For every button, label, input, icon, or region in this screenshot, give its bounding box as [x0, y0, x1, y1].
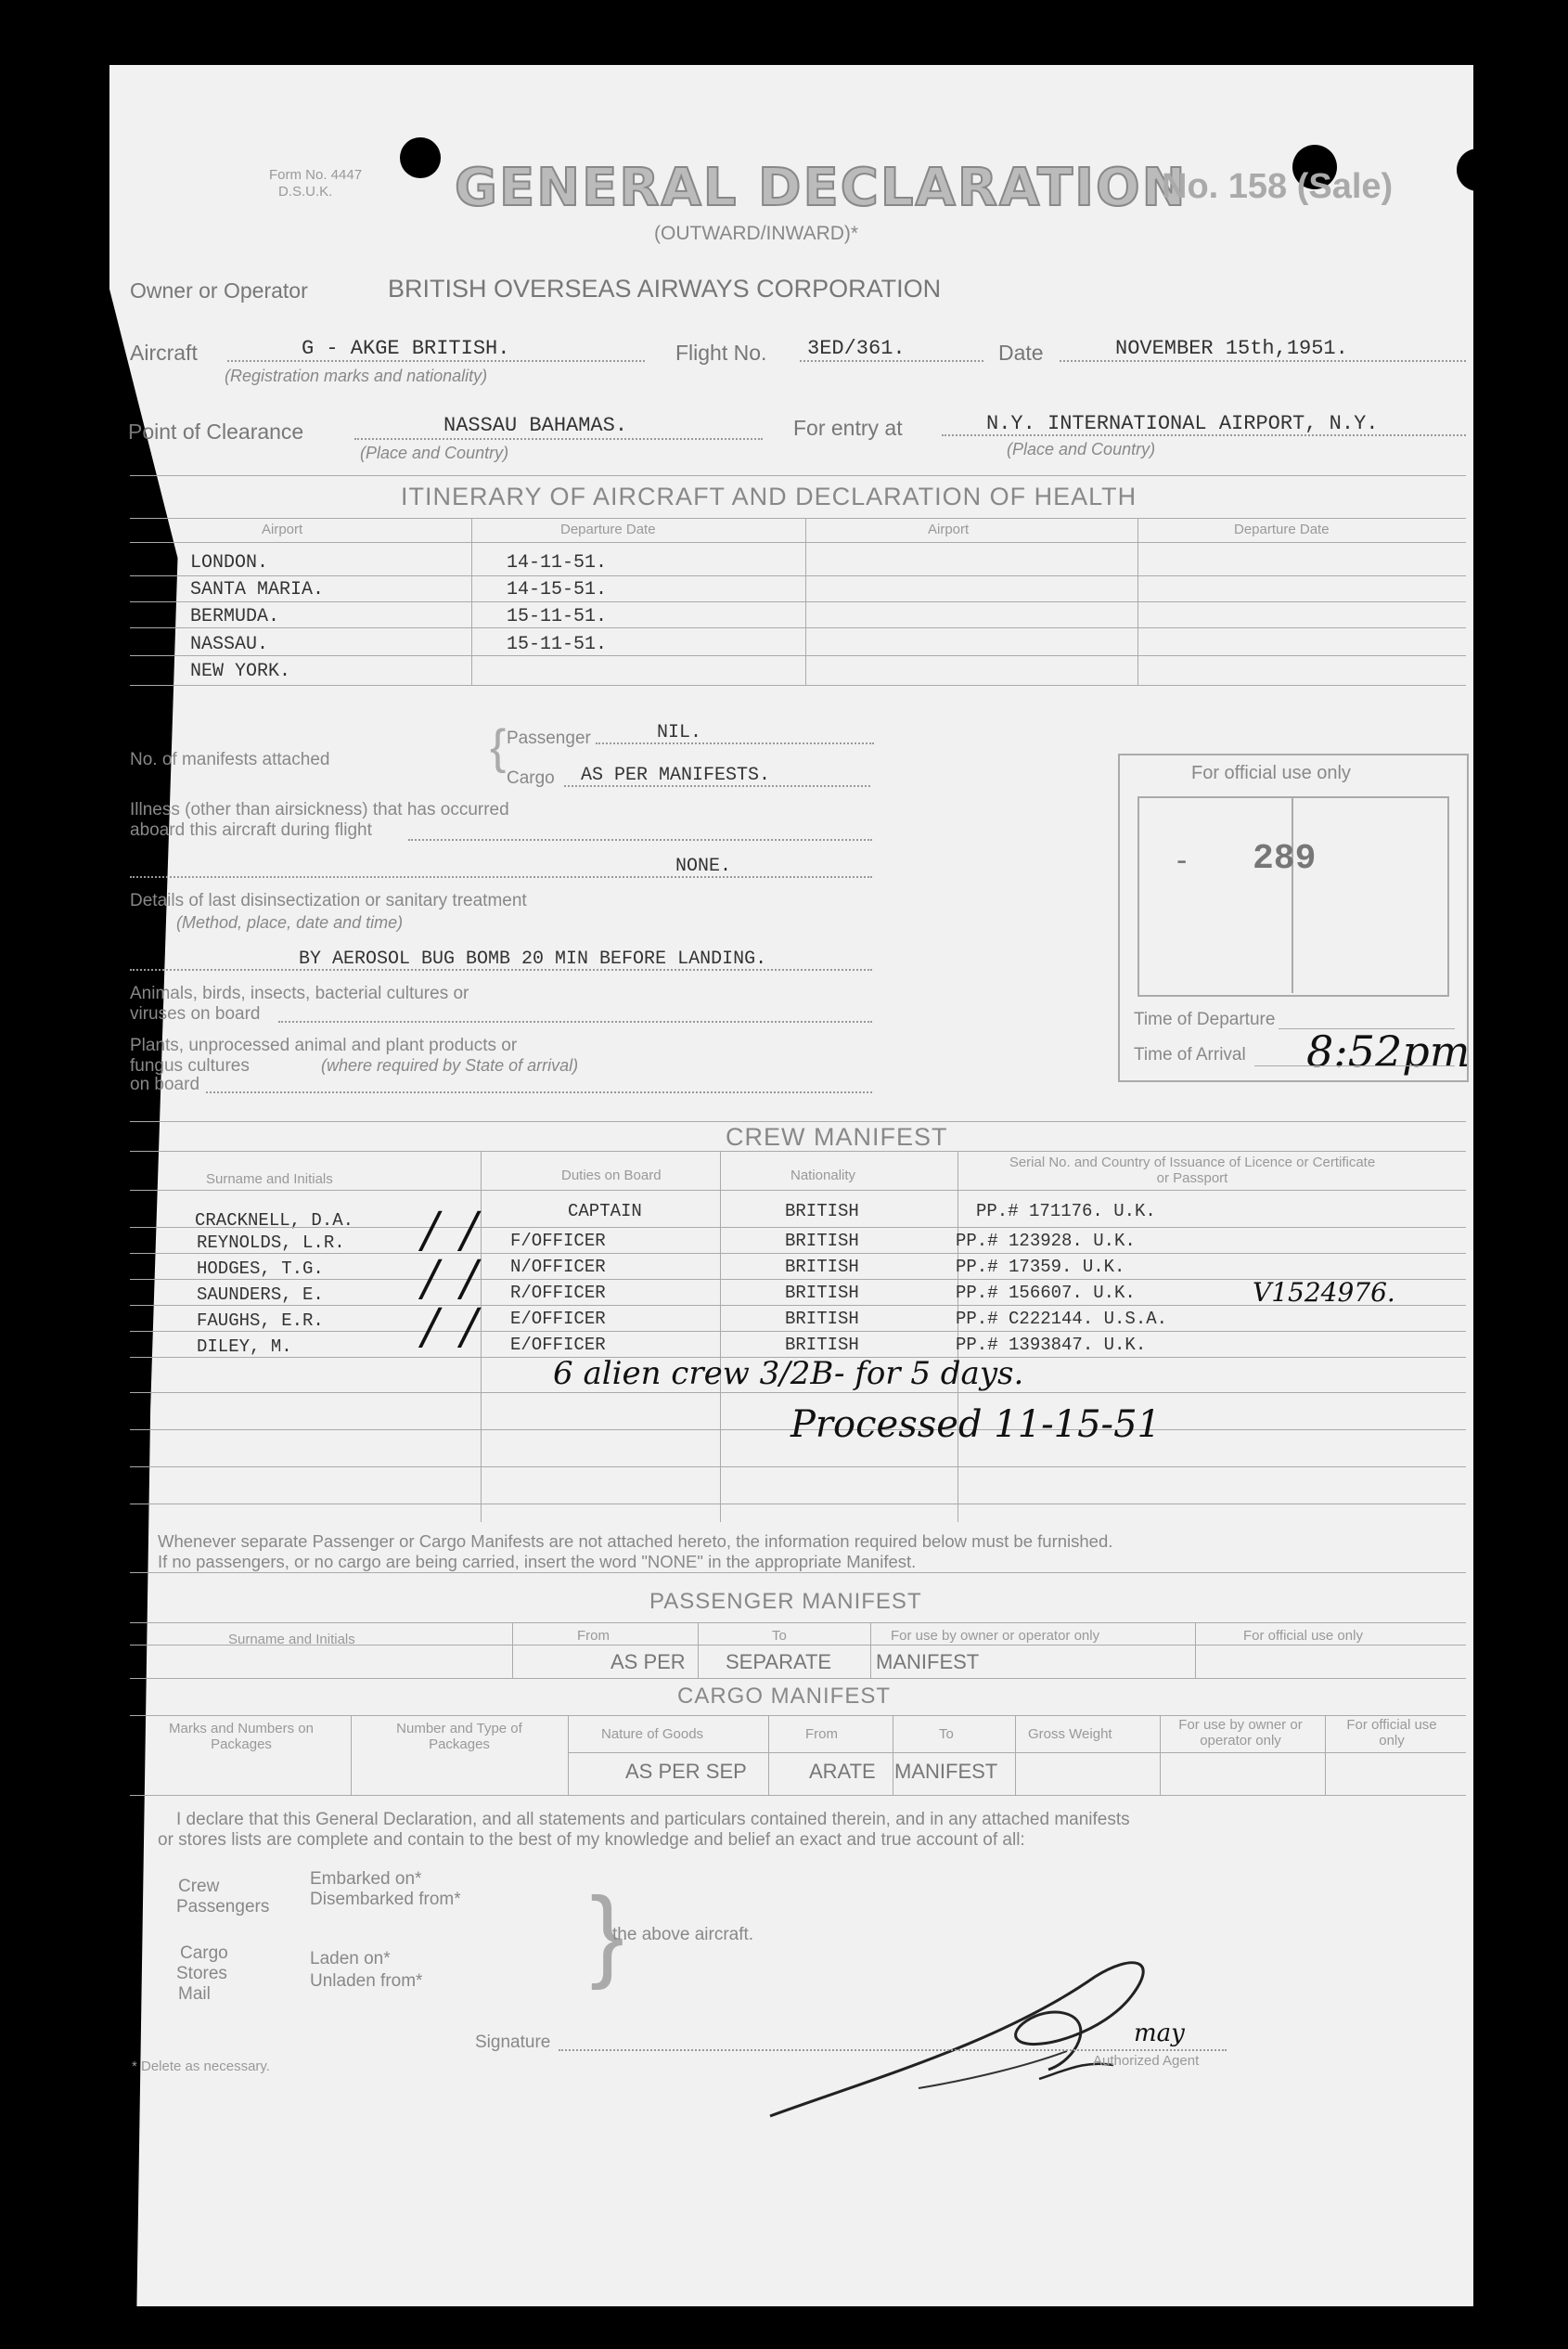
- date-value: NOVEMBER 15th,1951.: [1115, 337, 1348, 360]
- manifests-label: No. of manifests attached: [130, 750, 330, 769]
- cargo-col-marks: Marks and Numbers on Packages: [169, 1721, 314, 1752]
- authorized-agent: Authorized Agent: [1093, 2053, 1200, 2069]
- punch-hole: [400, 137, 441, 178]
- crew-name: DILEY, M.: [197, 1336, 292, 1357]
- crew-name: CRACKNELL, D.A.: [195, 1210, 354, 1231]
- crew-name: REYNOLDS, L.R.: [197, 1233, 345, 1253]
- punch-hole: [1457, 148, 1499, 191]
- plants-label: Plants, unprocessed animal and plant products or: [130, 1036, 518, 1055]
- crew-nationality: BRITISH: [785, 1231, 859, 1251]
- plants-label-3: on board: [130, 1075, 200, 1094]
- cargo-value: AS PER MANIFESTS.: [581, 765, 771, 786]
- passenger-col-from: From: [577, 1628, 610, 1644]
- official-dash: -: [1176, 843, 1188, 878]
- declaration-line-1: I declare that this General Declaration, and all statements and particulars contained therein, and in any attached manifests: [176, 1810, 1130, 1829]
- delete-note: * Delete as necessary.: [132, 2059, 270, 2074]
- flight-label: Flight No.: [675, 341, 767, 365]
- cargo-col-from: From: [805, 1726, 838, 1742]
- handwritten-note: 6 alien crew 3/2B- for 5 days.: [553, 1355, 1024, 1392]
- itinerary-col-airport-2: Airport: [928, 522, 970, 537]
- cargo-fill-3: MANIFEST: [894, 1760, 998, 1783]
- decl-passengers: Passengers: [176, 1897, 270, 1917]
- cargo-col-nature: Nature of Goods: [601, 1726, 704, 1742]
- crew-name: HODGES, T.G.: [197, 1258, 324, 1279]
- cargo-label: Cargo: [507, 768, 555, 788]
- declaration-number: No. 158 (Sale): [1162, 167, 1394, 206]
- handwritten-serial: V1524976.: [1253, 1277, 1395, 1308]
- crew-nationality: BRITISH: [785, 1335, 859, 1355]
- notice-line-2: If no passengers, or no cargo are being carried, insert the word "NONE" in the appropriate Manifest.: [158, 1552, 917, 1571]
- clearance-value: NASSAU BAHAMAS.: [443, 414, 628, 437]
- crew-col-serial: Serial No. and Country of Issuance of Licence or Certificate or Passport: [1009, 1155, 1376, 1186]
- itinerary-date: 14-15-51.: [507, 579, 608, 600]
- crew-col-name: Surname and Initials: [206, 1171, 333, 1187]
- crew-name: SAUNDERS, E.: [197, 1284, 324, 1305]
- itinerary-col-date-1: Departure Date: [560, 522, 656, 537]
- crew-duty: E/OFFICER: [510, 1335, 606, 1355]
- crew-col-duties: Duties on Board: [561, 1168, 662, 1183]
- illness-label: Illness (other than airsickness) that has occurred: [130, 800, 509, 820]
- aircraft-value: G - AKGE BRITISH.: [302, 337, 510, 360]
- cargo-col-weight: Gross Weight: [1028, 1726, 1112, 1742]
- arrival-time-label: Time of Arrival: [1134, 1045, 1246, 1065]
- clearance-caption: (Place and Country): [360, 444, 509, 462]
- owner-value: BRITISH OVERSEAS AIRWAYS CORPORATION: [388, 275, 942, 303]
- itinerary-airport: LONDON.: [190, 552, 269, 574]
- itinerary-date: 15-11-51.: [507, 606, 608, 627]
- crew-serial: PP.# 171176. U.K.: [976, 1201, 1156, 1221]
- passenger-fill-1: AS PER: [610, 1650, 686, 1673]
- crew-name: FAUGHS, E.R.: [197, 1310, 324, 1331]
- itinerary-col-airport-1: Airport: [262, 522, 303, 537]
- itinerary-col-date-2: Departure Date: [1234, 522, 1330, 537]
- decl-embarked: Embarked on*: [310, 1869, 422, 1889]
- decl-mail: Mail: [178, 1984, 211, 2004]
- crew-serial: PP.# 17359. U.K.: [956, 1257, 1125, 1277]
- page-subtitle: (OUTWARD/INWARD)*: [654, 223, 859, 244]
- declaration-line-2: or stores lists are complete and contain to the best of my knowledge and belief an exact and true account of all:: [158, 1830, 1025, 1850]
- illness-label-2: aboard this aircraft during flight: [130, 820, 372, 840]
- departure-time-label: Time of Departure: [1134, 1010, 1276, 1029]
- itinerary-airport: SANTA MARIA.: [190, 579, 325, 600]
- official-use-heading: For official use only: [1191, 763, 1351, 783]
- passenger-fill-3: MANIFEST: [876, 1650, 980, 1673]
- crew-nationality: BRITISH: [785, 1309, 859, 1329]
- aircraft-label: Aircraft: [130, 341, 198, 365]
- handwritten-ticks: / / / / / /: [422, 1203, 482, 1355]
- crew-duty: E/OFFICER: [510, 1309, 606, 1329]
- plants-label-2: fungus cultures: [130, 1056, 250, 1076]
- animals-label-2: viruses on board: [130, 1004, 261, 1024]
- entry-value: N.Y. INTERNATIONAL AIRPORT, N.Y.: [986, 412, 1379, 435]
- decl-disembarked: Disembarked from*: [310, 1890, 461, 1909]
- animals-label: Animals, birds, insects, bacterial cultures or: [130, 984, 469, 1003]
- signature-scribble: [761, 1940, 1200, 2125]
- itinerary-date: 15-11-51.: [507, 634, 608, 655]
- passenger-value: NIL.: [657, 722, 702, 743]
- crew-heading: CREW MANIFEST: [726, 1123, 948, 1151]
- disinsect-value: BY AEROSOL BUG BOMB 20 MIN BEFORE LANDING.: [299, 949, 767, 970]
- passenger-col-official: For official use only: [1243, 1628, 1363, 1644]
- itinerary-airport: NASSAU.: [190, 634, 269, 655]
- decl-above: the above aircraft.: [612, 1925, 754, 1944]
- cargo-manifest-heading: CARGO MANIFEST: [677, 1684, 892, 1709]
- owner-label: Owner or Operator: [130, 278, 308, 303]
- itinerary-airport: NEW YORK.: [190, 661, 291, 682]
- entry-label: For entry at: [793, 416, 903, 440]
- crew-nationality: BRITISH: [785, 1257, 859, 1277]
- decl-unladen: Unladen from*: [310, 1971, 423, 1991]
- passenger-manifest-heading: PASSENGER MANIFEST: [649, 1589, 922, 1614]
- cargo-fill-2: ARATE: [809, 1760, 876, 1783]
- notice-line-1: Whenever separate Passenger or Cargo Manifests are not attached hereto, the information required below must be furnished.: [158, 1531, 1113, 1551]
- crew-serial: PP.# 123928. U.K.: [956, 1231, 1136, 1251]
- crew-nationality: BRITISH: [785, 1201, 859, 1221]
- decl-crew: Crew: [178, 1877, 220, 1896]
- entry-caption: (Place and Country): [1007, 440, 1156, 458]
- arrival-time-value: 8:52pm: [1306, 1026, 1471, 1077]
- form-number: Form No. 4447: [269, 167, 363, 183]
- signature-name: may: [1134, 2020, 1185, 2047]
- clearance-label: Point of Clearance: [128, 419, 304, 444]
- crew-col-nationality: Nationality: [790, 1168, 856, 1183]
- cargo-col-owner: For use by owner or operator only: [1178, 1717, 1303, 1749]
- crew-duty: F/OFFICER: [510, 1231, 606, 1251]
- form-origin: D.S.U.K.: [278, 184, 333, 200]
- crew-nationality: BRITISH: [785, 1283, 859, 1303]
- passenger-col-to: To: [772, 1628, 787, 1644]
- handwritten-stamp: Processed 11-15-51: [790, 1403, 1161, 1446]
- decl-stores: Stores: [176, 1964, 227, 1983]
- decl-laden: Laden on*: [310, 1949, 391, 1968]
- date-label: Date: [998, 341, 1044, 365]
- signature-label: Signature: [475, 2033, 551, 2052]
- crew-duty: CAPTAIN: [568, 1201, 642, 1221]
- cargo-col-number: Number and Type of Packages: [396, 1721, 522, 1752]
- crew-serial: PP.# 1393847. U.K.: [956, 1335, 1147, 1355]
- decl-cargo: Cargo: [180, 1943, 228, 1963]
- flight-value: 3ED/361.: [807, 337, 906, 360]
- passenger-label: Passenger: [507, 729, 591, 748]
- page-title: GENERAL DECLARATION: [455, 158, 1188, 218]
- cargo-col-to: To: [939, 1726, 954, 1742]
- passenger-col-name: Surname and Initials: [228, 1632, 355, 1647]
- itinerary-date: 14-11-51.: [507, 552, 608, 574]
- crew-duty: N/OFFICER: [510, 1257, 606, 1277]
- passenger-col-owner: For use by owner or operator only: [891, 1628, 1100, 1644]
- crew-duty: R/OFFICER: [510, 1283, 606, 1303]
- cargo-col-official: For official use only: [1346, 1717, 1437, 1749]
- cargo-fill-1: AS PER SEP: [625, 1760, 747, 1783]
- official-number: 289: [1253, 839, 1317, 879]
- passenger-fill-2: SEPARATE: [726, 1650, 832, 1673]
- official-use-inner: [1137, 796, 1449, 997]
- disinsect-label: Details of last disinsectization or sanitary treatment: [130, 891, 527, 910]
- crew-serial: PP.# C222144. U.S.A.: [956, 1309, 1168, 1329]
- plants-caption: (where required by State of arrival): [321, 1056, 579, 1075]
- crew-serial: PP.# 156607. U.K.: [956, 1283, 1136, 1303]
- itinerary-airport: BERMUDA.: [190, 606, 280, 627]
- itinerary-heading: ITINERARY OF AIRCRAFT AND DECLARATION OF HEALTH: [401, 483, 1137, 510]
- aircraft-caption: (Registration marks and nationality): [225, 367, 488, 385]
- illness-value: NONE.: [675, 856, 732, 877]
- disinsect-caption: (Method, place, date and time): [176, 913, 404, 932]
